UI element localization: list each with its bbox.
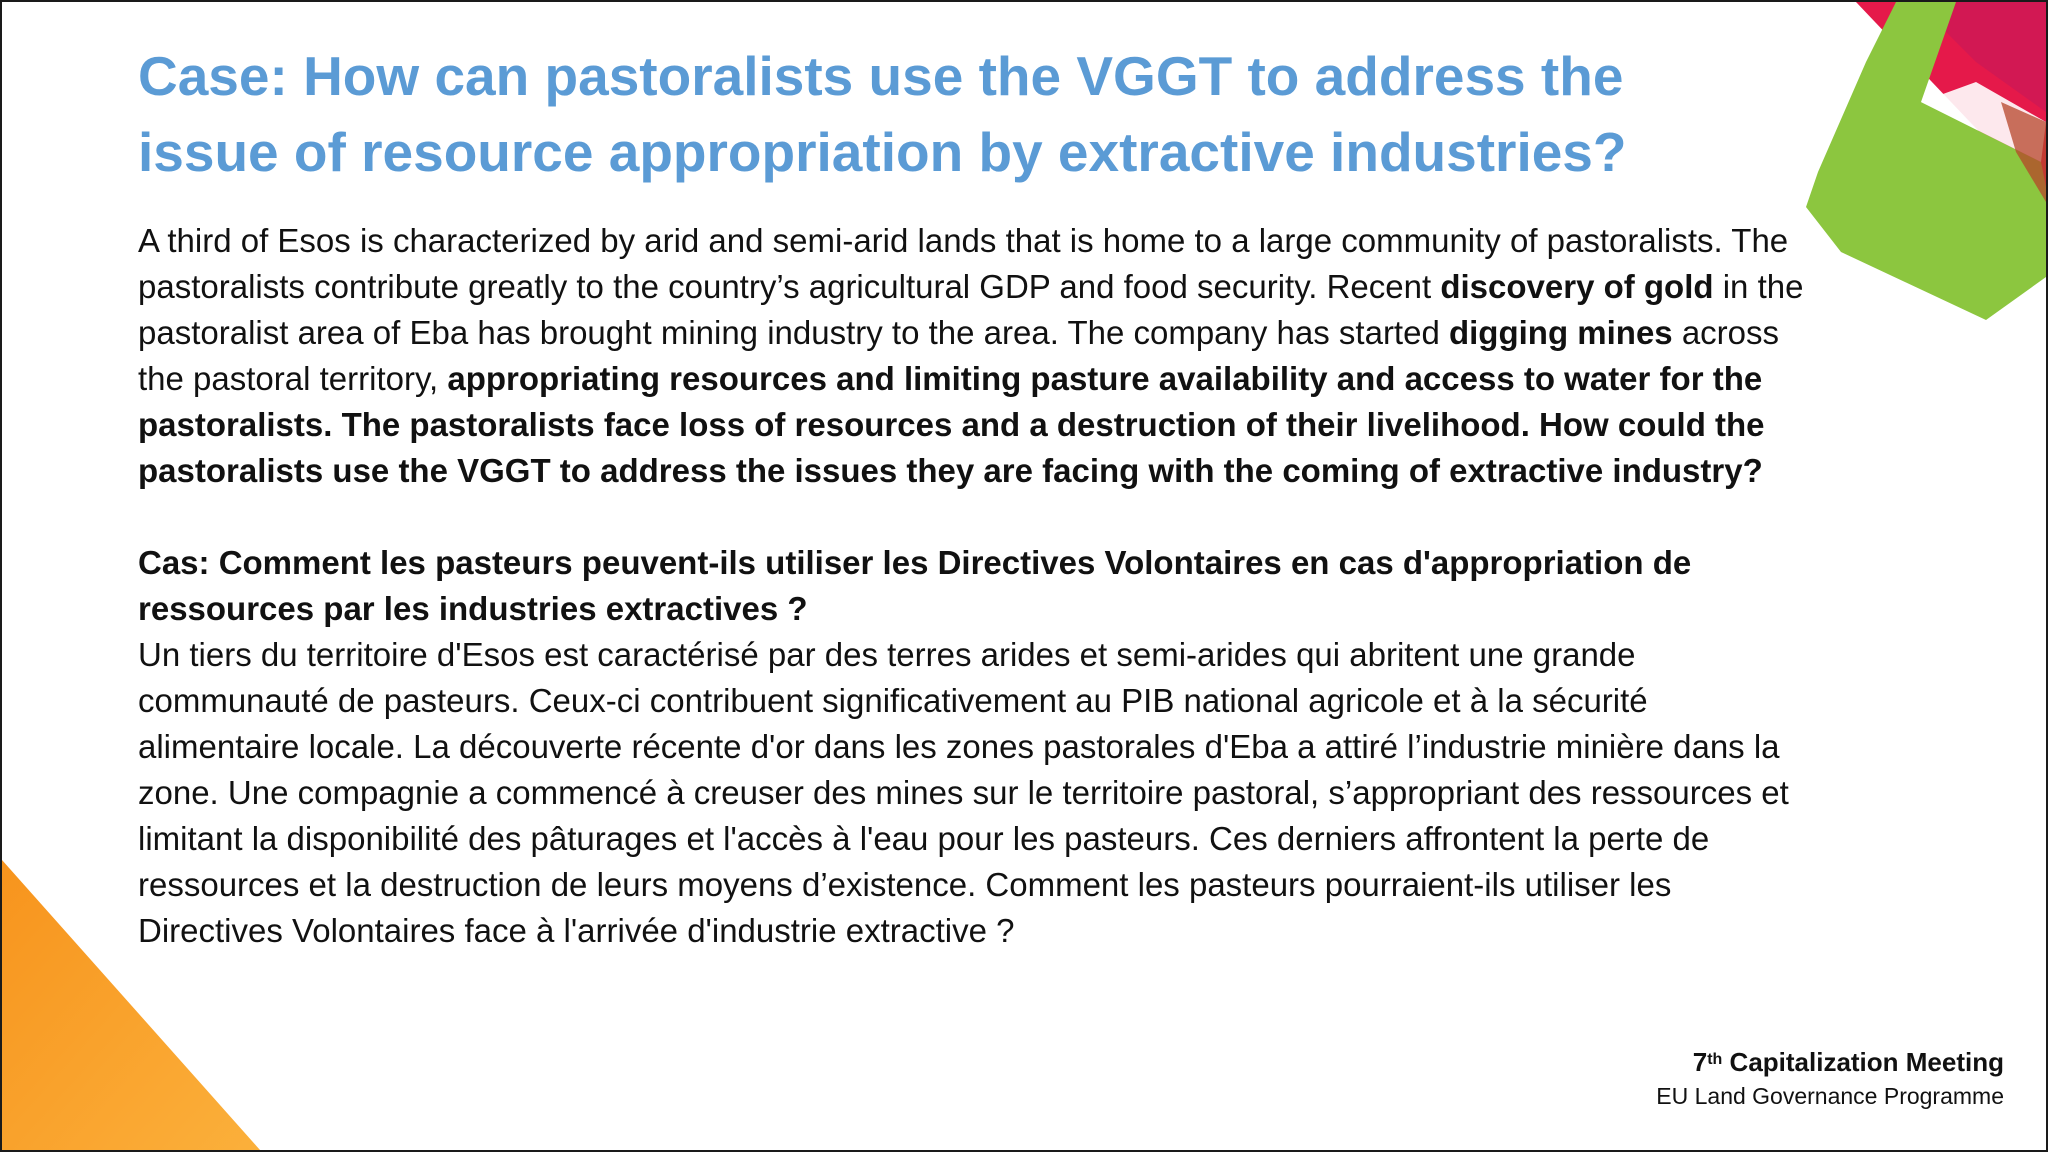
english-bold-2: digging mines [1448, 314, 1673, 351]
meeting-label: Capitalization Meeting [1722, 1047, 2004, 1077]
meeting-number: 7 [1692, 1047, 1708, 1077]
english-text-1: A third of Esos is characterized by arid and semi-arid lands that is home to a large community of pastoralists. The pastoralists contribute greatly to the country’s agricultural GDP and food security. Recent [138, 222, 1789, 305]
english-text-2: in the pastoralist area of Eba has brought mining industry to the area. The company has started [138, 268, 1804, 351]
meeting-ordinal: th [1707, 1051, 1723, 1068]
english-case-paragraph [138, 218, 1818, 494]
paragraph-spacer [138, 494, 1818, 540]
english-bold-3: appropriating resources and limiting pasture availability and access to water for the pastoralists. The pastoralists face loss of resources and a destruction of their livelihood. How could the pastoralists use the VGGT to address the issues they are facing with the coming of extractive industry? [138, 360, 1765, 489]
slide-footer [1656, 1044, 2004, 1112]
meeting-title [1656, 1044, 2004, 1080]
english-bold-1: discovery of gold [1440, 268, 1714, 305]
slide-title: Case: How can pastoralists use the VGGT to address the issue of resource appropriation by extractive industries? [138, 45, 1627, 183]
slide-body [138, 218, 1818, 954]
english-text-3: across the pastoral territory, [138, 314, 1780, 397]
french-heading [138, 540, 1818, 632]
french-case-paragraph: Un tiers du territoire d'Esos est caractérisé par des terres arides et semi-arides qui abritent une grande communauté de pasteurs. Ceux-ci contribuent significativement au PIB national agricole et à la sécurité alimentaire locale. La découverte récente d'or dans les zones pastorales d'Eba a attiré l’industrie minière dans la zone. Une compagnie a commencé à creuser des mines sur le territoire pastoral, s’appropriant des ressources et limitant la disponibilité des pâturages et l'accès à l'eau pour les pasteurs. Ces derniers affrontent la perte de ressources et la destruction de leurs moyens d’existence. Comment les pasteurs pourraient-ils utiliser les Directives Volontaires face à l'arrivée d'industrie extractive ? [138, 636, 1789, 949]
french-heading-text: Cas: Comment les pasteurs peuvent-ils utiliser les Directives Volontaires en cas d'appropriation de ressources par les industries extractives ? [138, 544, 1692, 627]
programme-name: EU Land Governance Programme [1656, 1083, 2004, 1109]
